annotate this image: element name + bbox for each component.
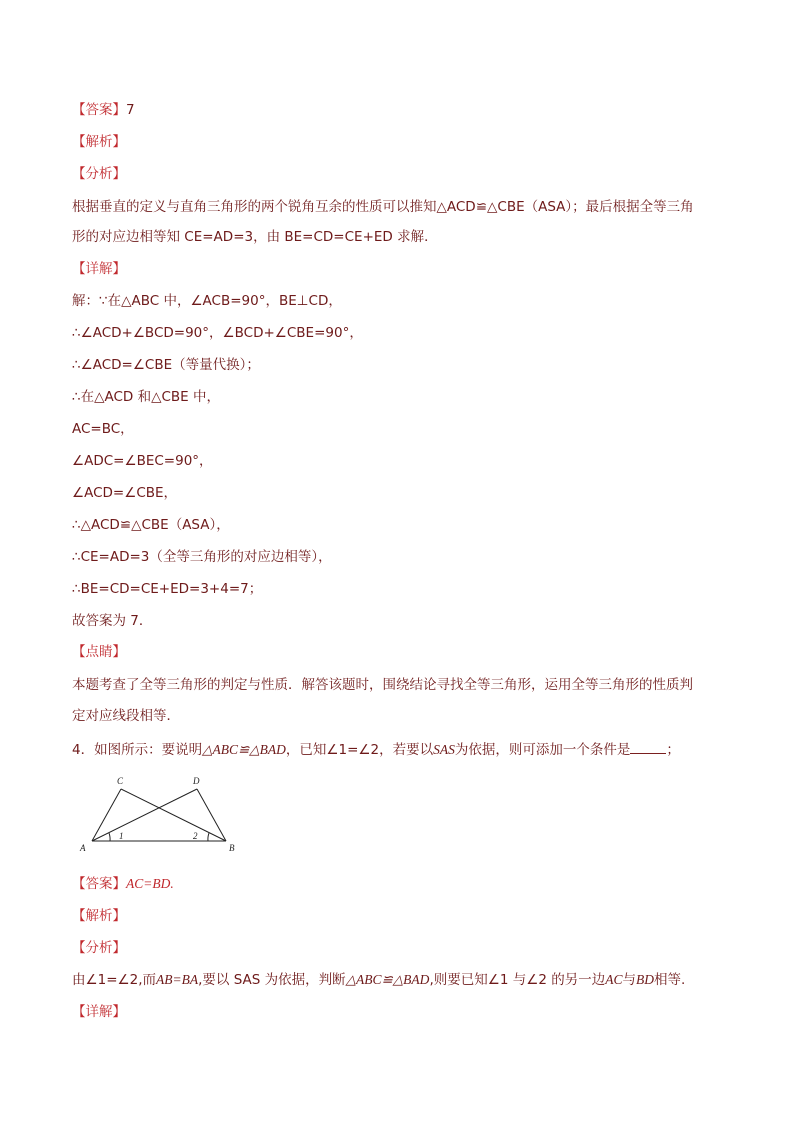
- answer-value: 7: [126, 102, 135, 118]
- fenxi2-bd: BD: [635, 972, 654, 987]
- step-line: ∴∠ACD=∠CBE（等量代换）；: [72, 357, 260, 373]
- question-mid: ，已知∠1=∠2，若要以: [285, 742, 434, 758]
- answer-blank: [630, 739, 666, 754]
- answer-label-2: 【答案】: [72, 876, 126, 892]
- step-line: ∴△ACD≌△CBE（ASA），: [72, 517, 230, 533]
- segment-ac: [92, 789, 121, 841]
- dianjing-label: 【点睛】: [72, 644, 126, 660]
- question-number: 4．如图所示：要说明: [72, 742, 203, 758]
- angle-1-label: 1: [119, 831, 124, 841]
- step-line: ∴∠ACD+∠BCD=90°，∠BCD+∠CBE=90°，: [72, 325, 363, 341]
- fenxi-text-2: [72, 971, 685, 989]
- question-triangles: △ABC≌△BAD: [202, 742, 286, 757]
- step-line: ∴CE=AD=3（全等三角形的对应边相等），: [72, 549, 332, 565]
- angle-2-arc: [208, 833, 209, 841]
- detail-label: 【详解】: [72, 261, 126, 277]
- point-c-label: C: [117, 776, 124, 786]
- step-line: 解：∵在△ABC 中，∠ACB=90°，BE⊥CD，: [72, 293, 342, 309]
- triangle-figure: [76, 772, 246, 854]
- detail-label-2: 【详解】: [72, 1004, 126, 1020]
- answer-label: 【答案】: [72, 102, 126, 118]
- analysis-label: 【解析】: [72, 134, 126, 150]
- angle-1-arc: [109, 833, 110, 841]
- dianjing-text-line1: 本题考查了全等三角形的判定与性质．解答该题时，围绕结论寻找全等三角形，运用全等三角形的性质判: [72, 677, 693, 693]
- fenxi2-part: ,则要已知∠1 与∠2 的另一边: [429, 972, 606, 988]
- fenxi2-ac: AC: [605, 972, 623, 987]
- fenxi2-part: 相等.: [653, 972, 686, 988]
- question-sas: SAS: [433, 742, 455, 757]
- step-line: 故答案为 7．: [72, 613, 153, 629]
- answer-value-2: AC=BD.: [126, 876, 174, 891]
- step-line: ∴BE=CD=CE+ED=3+4=7；: [72, 581, 263, 597]
- step-line: ∠ADC=∠BEC=90°，: [72, 453, 213, 469]
- question-4: [72, 739, 680, 759]
- fenxi2-part: 由∠1=∠2,而: [72, 972, 156, 988]
- angle-2-label: 2: [193, 831, 198, 841]
- segment-db: [197, 789, 226, 841]
- fenxi-text-line2: 形的对应边相等知 CE=AD=3，由 BE=CD=CE+ED 求解．: [72, 229, 438, 245]
- fenxi-label: 【分析】: [72, 166, 126, 182]
- question-tail: 为依据，则可添加一个条件是: [454, 742, 631, 758]
- fenxi2-ab: AB=BA: [156, 972, 199, 987]
- point-b-label: B: [229, 843, 235, 853]
- answer-line-2: [72, 875, 174, 893]
- analysis-label-2: 【解析】: [72, 908, 126, 924]
- fenxi-text-line1: 根据垂直的定义与直角三角形的两个锐角互余的性质可以推知△ACD≌△CBE（ASA）；最后根据全等三角: [72, 199, 694, 215]
- point-a-label: A: [80, 843, 86, 853]
- segment-cb: [121, 789, 226, 841]
- step-line: ∠ACD=∠CBE，: [72, 485, 178, 501]
- step-line: ∴在△ACD 和△CBE 中，: [72, 389, 220, 405]
- dianjing-text-line2: 定对应线段相等．: [72, 708, 180, 724]
- point-d-label: D: [193, 776, 200, 786]
- step-line: AC=BC，: [72, 421, 134, 437]
- fenxi2-part: 与: [622, 972, 636, 988]
- fenxi2-part: ,要以 SAS 为依据，判断: [198, 972, 346, 988]
- question-end: ；: [666, 742, 680, 758]
- answer-line: [72, 101, 135, 119]
- fenxi-label-2: 【分析】: [72, 940, 126, 956]
- segment-ad: [92, 789, 197, 841]
- fenxi2-triangles: △ABC≌△BAD: [345, 972, 430, 987]
